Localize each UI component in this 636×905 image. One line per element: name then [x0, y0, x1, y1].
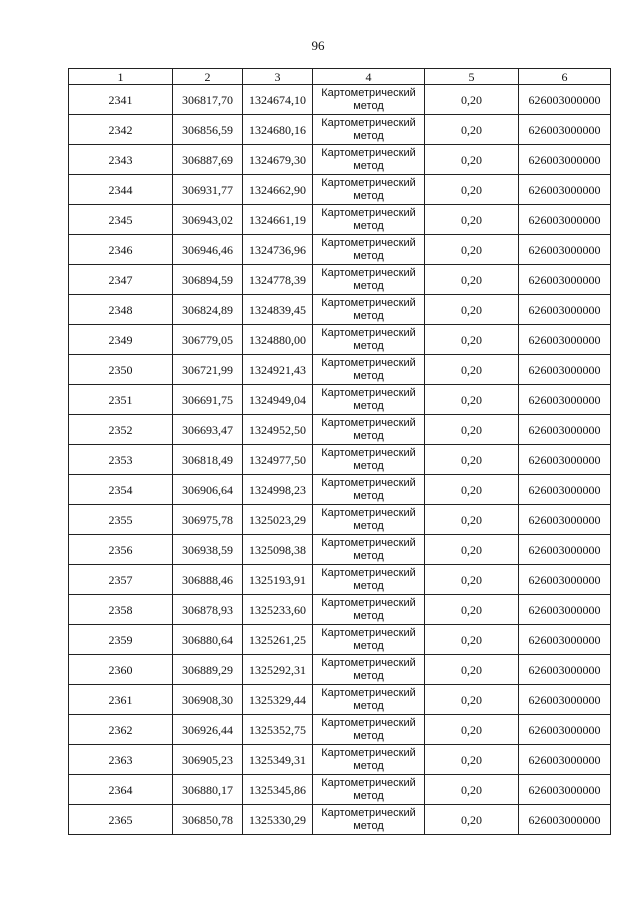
method-line-2: метод — [353, 429, 384, 442]
code-cell: 626003000000 — [519, 325, 611, 355]
method-cell — [313, 145, 425, 175]
x-coordinate-cell: 306905,23 — [173, 745, 243, 775]
method-line-1: Картометрический — [321, 476, 416, 489]
method-cell — [313, 715, 425, 745]
accuracy-cell: 0,20 — [425, 355, 519, 385]
table-row — [69, 505, 611, 535]
accuracy-cell: 0,20 — [425, 205, 519, 235]
method-line-1: Картометрический — [321, 716, 416, 729]
y-coordinate-cell: 1325292,31 — [243, 655, 313, 685]
table-row — [69, 775, 611, 805]
code-cell: 626003000000 — [519, 385, 611, 415]
x-coordinate-cell: 306824,89 — [173, 295, 243, 325]
code-cell: 626003000000 — [519, 805, 611, 835]
x-coordinate-cell: 306818,49 — [173, 445, 243, 475]
method-line-1: Картометрический — [321, 566, 416, 579]
x-coordinate-cell: 306693,47 — [173, 415, 243, 445]
point-number-cell: 2349 — [69, 325, 173, 355]
method-line-2: метод — [353, 189, 384, 202]
point-number-cell: 2353 — [69, 445, 173, 475]
method-line-1: Картометрический — [321, 326, 416, 339]
method-line-1: Картометрический — [321, 266, 416, 279]
accuracy-cell: 0,20 — [425, 445, 519, 475]
method-cell — [313, 355, 425, 385]
method-cell — [313, 265, 425, 295]
accuracy-cell: 0,20 — [425, 85, 519, 115]
x-coordinate-cell: 306691,75 — [173, 385, 243, 415]
method-line-1: Картометрический — [321, 176, 416, 189]
point-number-cell: 2351 — [69, 385, 173, 415]
code-cell: 626003000000 — [519, 445, 611, 475]
method-cell — [313, 115, 425, 145]
code-cell: 626003000000 — [519, 85, 611, 115]
accuracy-cell: 0,20 — [425, 535, 519, 565]
method-cell — [313, 625, 425, 655]
method-line-2: метод — [353, 279, 384, 292]
table-row — [69, 145, 611, 175]
method-line-1: Картометрический — [321, 686, 416, 699]
x-coordinate-cell: 306894,59 — [173, 265, 243, 295]
y-coordinate-cell: 1325098,38 — [243, 535, 313, 565]
method-cell — [313, 85, 425, 115]
point-number-cell: 2343 — [69, 145, 173, 175]
y-coordinate-cell: 1324880,00 — [243, 325, 313, 355]
accuracy-cell: 0,20 — [425, 475, 519, 505]
point-number-cell: 2356 — [69, 535, 173, 565]
method-cell — [313, 535, 425, 565]
method-line-1: Картометрический — [321, 86, 416, 99]
point-number-cell: 2355 — [69, 505, 173, 535]
y-coordinate-cell: 1324998,23 — [243, 475, 313, 505]
y-coordinate-cell: 1324736,96 — [243, 235, 313, 265]
method-line-1: Картометрический — [321, 536, 416, 549]
accuracy-cell: 0,20 — [425, 265, 519, 295]
y-coordinate-cell: 1324839,45 — [243, 295, 313, 325]
method-line-2: метод — [353, 519, 384, 532]
column-header-4: 4 — [313, 69, 425, 85]
table-row — [69, 175, 611, 205]
point-number-cell: 2347 — [69, 265, 173, 295]
accuracy-cell: 0,20 — [425, 775, 519, 805]
table-row — [69, 685, 611, 715]
method-cell — [313, 235, 425, 265]
code-cell: 626003000000 — [519, 295, 611, 325]
accuracy-cell: 0,20 — [425, 685, 519, 715]
y-coordinate-cell: 1325261,25 — [243, 625, 313, 655]
point-number-cell: 2364 — [69, 775, 173, 805]
code-cell: 626003000000 — [519, 205, 611, 235]
point-number-cell: 2365 — [69, 805, 173, 835]
method-line-1: Картометрический — [321, 506, 416, 519]
code-cell: 626003000000 — [519, 235, 611, 265]
method-cell — [313, 745, 425, 775]
y-coordinate-cell: 1324949,04 — [243, 385, 313, 415]
table-row — [69, 205, 611, 235]
method-line-2: метод — [353, 339, 384, 352]
method-line-1: Картометрический — [321, 296, 416, 309]
accuracy-cell: 0,20 — [425, 415, 519, 445]
x-coordinate-cell: 306931,77 — [173, 175, 243, 205]
table-row — [69, 745, 611, 775]
method-line-2: метод — [353, 579, 384, 592]
table-row — [69, 445, 611, 475]
method-line-2: метод — [353, 489, 384, 502]
y-coordinate-cell: 1324977,50 — [243, 445, 313, 475]
column-header-2: 2 — [173, 69, 243, 85]
accuracy-cell: 0,20 — [425, 235, 519, 265]
column-header-5: 5 — [425, 69, 519, 85]
method-line-2: метод — [353, 309, 384, 322]
table-row — [69, 415, 611, 445]
y-coordinate-cell: 1324952,50 — [243, 415, 313, 445]
code-cell: 626003000000 — [519, 535, 611, 565]
method-line-2: метод — [353, 609, 384, 622]
method-line-2: метод — [353, 819, 384, 832]
point-number-cell: 2362 — [69, 715, 173, 745]
method-cell — [313, 775, 425, 805]
method-line-2: метод — [353, 699, 384, 712]
x-coordinate-cell: 306938,59 — [173, 535, 243, 565]
y-coordinate-cell: 1324679,30 — [243, 145, 313, 175]
method-line-2: метод — [353, 369, 384, 382]
table-row — [69, 85, 611, 115]
y-coordinate-cell: 1325330,29 — [243, 805, 313, 835]
y-coordinate-cell: 1324778,39 — [243, 265, 313, 295]
y-coordinate-cell: 1325345,86 — [243, 775, 313, 805]
accuracy-cell: 0,20 — [425, 805, 519, 835]
x-coordinate-cell: 306878,93 — [173, 595, 243, 625]
method-cell — [313, 175, 425, 205]
method-line-2: метод — [353, 399, 384, 412]
method-line-2: метод — [353, 789, 384, 802]
method-cell — [313, 205, 425, 235]
table-row — [69, 655, 611, 685]
method-line-2: метод — [353, 759, 384, 772]
y-coordinate-cell: 1325233,60 — [243, 595, 313, 625]
accuracy-cell: 0,20 — [425, 565, 519, 595]
code-cell: 626003000000 — [519, 565, 611, 595]
accuracy-cell: 0,20 — [425, 325, 519, 355]
code-cell: 626003000000 — [519, 595, 611, 625]
y-coordinate-cell: 1324680,16 — [243, 115, 313, 145]
method-line-1: Картометрический — [321, 206, 416, 219]
point-number-cell: 2358 — [69, 595, 173, 625]
point-number-cell: 2354 — [69, 475, 173, 505]
method-cell — [313, 385, 425, 415]
point-number-cell: 2361 — [69, 685, 173, 715]
y-coordinate-cell: 1325193,91 — [243, 565, 313, 595]
accuracy-cell: 0,20 — [425, 745, 519, 775]
accuracy-cell: 0,20 — [425, 715, 519, 745]
x-coordinate-cell: 306850,78 — [173, 805, 243, 835]
accuracy-cell: 0,20 — [425, 505, 519, 535]
method-line-1: Картометрический — [321, 146, 416, 159]
point-number-cell: 2363 — [69, 745, 173, 775]
accuracy-cell: 0,20 — [425, 175, 519, 205]
method-cell — [313, 445, 425, 475]
method-line-2: метод — [353, 159, 384, 172]
method-line-2: метод — [353, 729, 384, 742]
method-line-1: Картометрический — [321, 116, 416, 129]
table-row — [69, 235, 611, 265]
x-coordinate-cell: 306943,02 — [173, 205, 243, 235]
accuracy-cell: 0,20 — [425, 145, 519, 175]
y-coordinate-cell: 1325349,31 — [243, 745, 313, 775]
table-header-row — [69, 69, 611, 85]
x-coordinate-cell: 306889,29 — [173, 655, 243, 685]
table-row — [69, 325, 611, 355]
table-row — [69, 475, 611, 505]
table-row — [69, 295, 611, 325]
x-coordinate-cell: 306817,70 — [173, 85, 243, 115]
method-cell — [313, 655, 425, 685]
x-coordinate-cell: 306887,69 — [173, 145, 243, 175]
x-coordinate-cell: 306880,17 — [173, 775, 243, 805]
point-number-cell: 2341 — [69, 85, 173, 115]
table-row — [69, 595, 611, 625]
y-coordinate-cell: 1325329,44 — [243, 685, 313, 715]
method-line-1: Картометрический — [321, 656, 416, 669]
code-cell: 626003000000 — [519, 115, 611, 145]
y-coordinate-cell: 1324674,10 — [243, 85, 313, 115]
method-cell — [313, 805, 425, 835]
method-line-1: Картометрический — [321, 626, 416, 639]
point-number-cell: 2348 — [69, 295, 173, 325]
code-cell: 626003000000 — [519, 175, 611, 205]
x-coordinate-cell: 306880,64 — [173, 625, 243, 655]
method-line-1: Картометрический — [321, 416, 416, 429]
x-coordinate-cell: 306926,44 — [173, 715, 243, 745]
x-coordinate-cell: 306888,46 — [173, 565, 243, 595]
code-cell: 626003000000 — [519, 145, 611, 175]
method-line-2: метод — [353, 549, 384, 562]
method-line-2: метод — [353, 669, 384, 682]
method-line-2: метод — [353, 639, 384, 652]
y-coordinate-cell: 1325023,29 — [243, 505, 313, 535]
accuracy-cell: 0,20 — [425, 385, 519, 415]
x-coordinate-cell: 306975,78 — [173, 505, 243, 535]
point-number-cell: 2352 — [69, 415, 173, 445]
method-line-1: Картометрический — [321, 236, 416, 249]
x-coordinate-cell: 306908,30 — [173, 685, 243, 715]
method-line-1: Картометрический — [321, 746, 416, 759]
method-line-2: метод — [353, 219, 384, 232]
table-row — [69, 715, 611, 745]
method-line-2: метод — [353, 129, 384, 142]
point-number-cell: 2359 — [69, 625, 173, 655]
method-line-2: метод — [353, 99, 384, 112]
accuracy-cell: 0,20 — [425, 295, 519, 325]
table-row — [69, 565, 611, 595]
x-coordinate-cell: 306906,64 — [173, 475, 243, 505]
x-coordinate-cell: 306721,99 — [173, 355, 243, 385]
point-number-cell: 2344 — [69, 175, 173, 205]
column-header-6: 6 — [519, 69, 611, 85]
point-number-cell: 2346 — [69, 235, 173, 265]
coordinates-table — [68, 68, 611, 835]
column-header-3: 3 — [243, 69, 313, 85]
y-coordinate-cell: 1324661,19 — [243, 205, 313, 235]
point-number-cell: 2345 — [69, 205, 173, 235]
method-line-1: Картометрический — [321, 386, 416, 399]
table-row — [69, 355, 611, 385]
code-cell: 626003000000 — [519, 505, 611, 535]
code-cell: 626003000000 — [519, 655, 611, 685]
point-number-cell: 2357 — [69, 565, 173, 595]
point-number-cell: 2350 — [69, 355, 173, 385]
code-cell: 626003000000 — [519, 685, 611, 715]
code-cell: 626003000000 — [519, 775, 611, 805]
method-line-2: метод — [353, 459, 384, 472]
table-row — [69, 535, 611, 565]
column-header-1: 1 — [69, 69, 173, 85]
x-coordinate-cell: 306946,46 — [173, 235, 243, 265]
method-cell — [313, 565, 425, 595]
method-cell — [313, 295, 425, 325]
accuracy-cell: 0,20 — [425, 115, 519, 145]
code-cell: 626003000000 — [519, 475, 611, 505]
accuracy-cell: 0,20 — [425, 655, 519, 685]
table-row — [69, 385, 611, 415]
method-cell — [313, 595, 425, 625]
method-cell — [313, 505, 425, 535]
code-cell: 626003000000 — [519, 355, 611, 385]
table-row — [69, 805, 611, 835]
method-line-1: Картометрический — [321, 596, 416, 609]
accuracy-cell: 0,20 — [425, 595, 519, 625]
method-cell — [313, 475, 425, 505]
method-line-1: Картометрический — [321, 356, 416, 369]
point-number-cell: 2360 — [69, 655, 173, 685]
x-coordinate-cell: 306856,59 — [173, 115, 243, 145]
code-cell: 626003000000 — [519, 415, 611, 445]
method-line-1: Картометрический — [321, 776, 416, 789]
y-coordinate-cell: 1324662,90 — [243, 175, 313, 205]
method-cell — [313, 685, 425, 715]
method-line-2: метод — [353, 249, 384, 262]
method-cell — [313, 325, 425, 355]
code-cell: 626003000000 — [519, 625, 611, 655]
code-cell: 626003000000 — [519, 715, 611, 745]
method-line-1: Картометрический — [321, 806, 416, 819]
code-cell: 626003000000 — [519, 265, 611, 295]
page-number: 96 — [311, 38, 325, 53]
table-body — [69, 85, 611, 835]
table-row — [69, 625, 611, 655]
method-line-1: Картометрический — [321, 446, 416, 459]
table-row — [69, 265, 611, 295]
y-coordinate-cell: 1324921,43 — [243, 355, 313, 385]
method-cell — [313, 415, 425, 445]
table-row — [69, 115, 611, 145]
accuracy-cell: 0,20 — [425, 625, 519, 655]
code-cell: 626003000000 — [519, 745, 611, 775]
x-coordinate-cell: 306779,05 — [173, 325, 243, 355]
y-coordinate-cell: 1325352,75 — [243, 715, 313, 745]
point-number-cell: 2342 — [69, 115, 173, 145]
